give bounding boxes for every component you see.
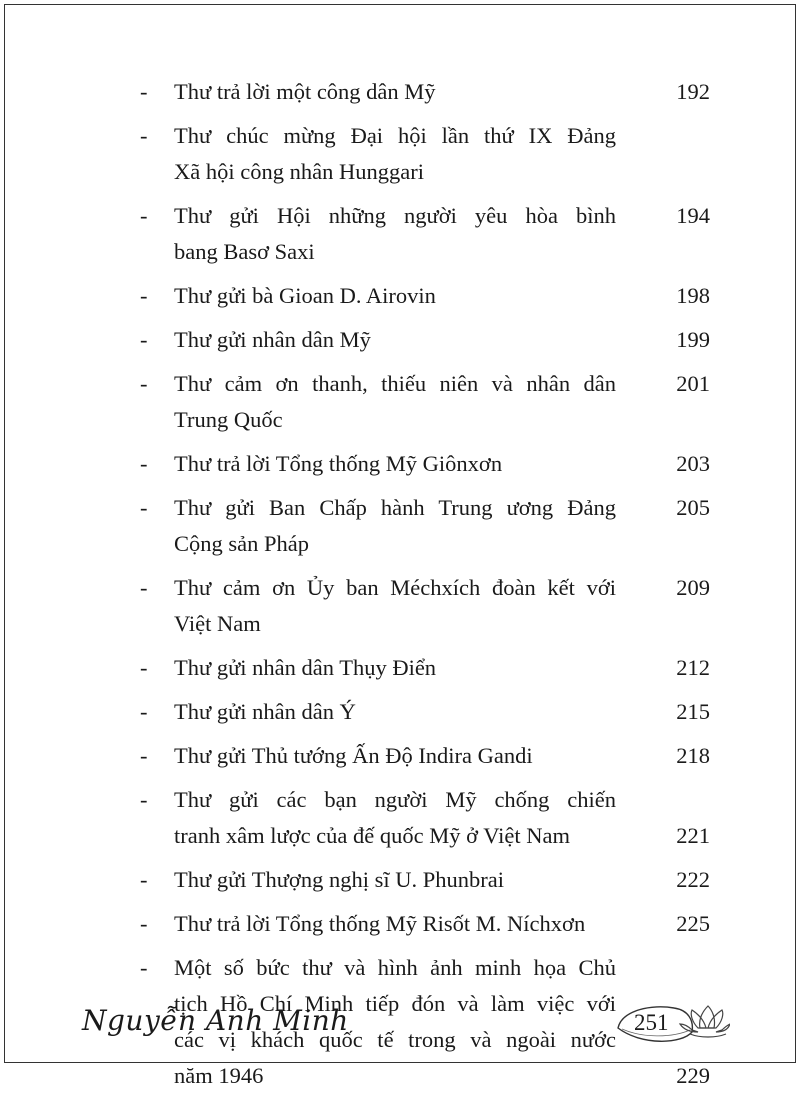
toc-entry-page: 212 <box>676 655 710 680</box>
lotus-icon <box>612 998 730 1050</box>
toc-entry <box>140 74 710 110</box>
toc-entry-page: 194 <box>676 203 710 228</box>
toc-entry <box>140 738 710 774</box>
toc-entry <box>140 650 710 686</box>
toc-entry-title: Thư cảm ơn Ủy ban Méchxích đoàn kết với <box>174 575 616 600</box>
page-number: 251 <box>634 1010 669 1035</box>
toc-entry-title: Một số bức thư và hình ảnh minh họa Chủ <box>174 955 616 980</box>
bullet-dash: - <box>140 79 148 104</box>
bullet-dash: - <box>140 123 148 148</box>
toc-entry-title: Việt Nam <box>174 611 261 636</box>
toc-entry-line <box>140 862 710 898</box>
toc-entry <box>140 322 710 358</box>
toc-entry-line <box>140 154 710 190</box>
toc-entry-line <box>140 74 710 110</box>
toc-entry-title: tranh xâm lược của đế quốc Mỹ ở Việt Nam <box>174 823 570 848</box>
toc-entry <box>140 198 710 270</box>
bullet-dash: - <box>140 371 148 396</box>
toc-entry-title: Thư trả lời Tổng thống Mỹ Risốt M. Níchxơn <box>174 911 586 936</box>
toc-entry-title: Xã hội công nhân Hunggari <box>174 159 424 184</box>
toc-entry-title: Thư cảm ơn thanh, thiếu niên và nhân dân <box>174 371 616 396</box>
toc-entry-page: 198 <box>676 283 710 308</box>
toc-entry <box>140 446 710 482</box>
bullet-dash: - <box>140 955 148 980</box>
toc-entry-title: Thư gửi Ban Chấp hành Trung ương Đảng <box>174 495 616 520</box>
toc-entry-line <box>140 198 710 234</box>
bullet-dash: - <box>140 495 148 520</box>
toc-entry-page: 218 <box>676 743 710 768</box>
toc-entry-title: Thư gửi các bạn người Mỹ chống chiến <box>174 787 616 812</box>
toc-entry-line <box>140 694 710 730</box>
toc-entry-title: các vị khách quốc tế trong và ngoài nước <box>174 1027 616 1052</box>
toc-entry-line <box>140 570 710 606</box>
bullet-dash: - <box>140 743 148 768</box>
toc-entry-title: Thư gửi Thủ tướng Ấn Độ Indira Gandi <box>174 743 533 768</box>
toc-entry-page: 205 <box>676 495 710 520</box>
toc-entry-page: 192 <box>676 79 710 104</box>
toc-entry-line <box>140 402 710 438</box>
toc-entry <box>140 906 710 942</box>
toc-entry-line <box>140 234 710 270</box>
toc-entry-title: Thư gửi nhân dân Thụy Điển <box>174 655 437 680</box>
bullet-dash: - <box>140 203 148 228</box>
toc-entry-line <box>140 366 710 402</box>
toc-entry <box>140 862 710 898</box>
toc-entry-page: 221 <box>676 823 710 848</box>
toc-entry-page: 225 <box>676 911 710 936</box>
toc-entry-page: 222 <box>676 867 710 892</box>
toc-entry <box>140 782 710 854</box>
toc-entry-title: Thư gửi nhân dân Ý <box>174 699 356 724</box>
toc-entry-title: Thư gửi bà Gioan D. Airovin <box>174 283 436 308</box>
toc-entry-line <box>140 526 710 562</box>
toc-entry-title: tịch Hồ Chí Minh tiếp đón và làm việc với <box>174 991 616 1016</box>
bullet-dash: - <box>140 911 148 936</box>
toc-entry-page: 203 <box>676 451 710 476</box>
bullet-dash: - <box>140 867 148 892</box>
toc-entry <box>140 490 710 562</box>
bullet-dash: - <box>140 451 148 476</box>
toc-entry-line <box>140 650 710 686</box>
toc-entry-title: Cộng sản Pháp <box>174 531 309 556</box>
toc-entry-line <box>140 738 710 774</box>
toc-entry <box>140 118 710 190</box>
page-number-badge <box>612 998 730 1050</box>
toc-entry <box>140 570 710 642</box>
bullet-dash: - <box>140 655 148 680</box>
toc-entry-title: Trung Quốc <box>174 407 283 432</box>
toc-entry-title: năm 1946 <box>174 1063 264 1088</box>
author-name: Nguyễn Anh Minh <box>82 1004 349 1037</box>
toc-entry-title: Thư chúc mừng Đại hội lần thứ IX Đảng <box>174 123 616 148</box>
toc-entry-line <box>140 950 710 986</box>
toc-entry-line <box>140 782 710 818</box>
toc-entry-title: Thư gửi Thượng nghị sĩ U. Phunbrai <box>174 867 504 892</box>
toc-entry <box>140 366 710 438</box>
bullet-dash: - <box>140 787 148 812</box>
toc-entry-line <box>140 1058 710 1094</box>
table-of-contents <box>140 74 710 1102</box>
toc-entry-line <box>140 818 710 854</box>
toc-entry-title: Thư gửi Hội những người yêu hòa bình <box>174 203 616 228</box>
toc-entry <box>140 278 710 314</box>
toc-entry-title: Thư trả lời một công dân Mỹ <box>174 79 436 104</box>
toc-entry-line <box>140 606 710 642</box>
bullet-dash: - <box>140 699 148 724</box>
toc-entry-title: Thư gửi nhân dân Mỹ <box>174 327 371 352</box>
toc-entry-page: 215 <box>676 699 710 724</box>
toc-entry-title: bang Basơ Saxi <box>174 239 315 264</box>
toc-entry-line <box>140 118 710 154</box>
toc-entry-line <box>140 322 710 358</box>
bullet-dash: - <box>140 283 148 308</box>
toc-entry-title: Thư trả lời Tổng thống Mỹ Giônxơn <box>174 451 503 476</box>
toc-entry-page: 199 <box>676 327 710 352</box>
toc-entry-line <box>140 906 710 942</box>
toc-entry-page: 201 <box>676 371 710 396</box>
toc-entry-line <box>140 446 710 482</box>
toc-entry-line <box>140 278 710 314</box>
bullet-dash: - <box>140 327 148 352</box>
toc-entry-page: 209 <box>676 575 710 600</box>
bullet-dash: - <box>140 575 148 600</box>
toc-entry <box>140 694 710 730</box>
toc-entry-line <box>140 490 710 526</box>
toc-entry-page: 229 <box>676 1063 710 1088</box>
